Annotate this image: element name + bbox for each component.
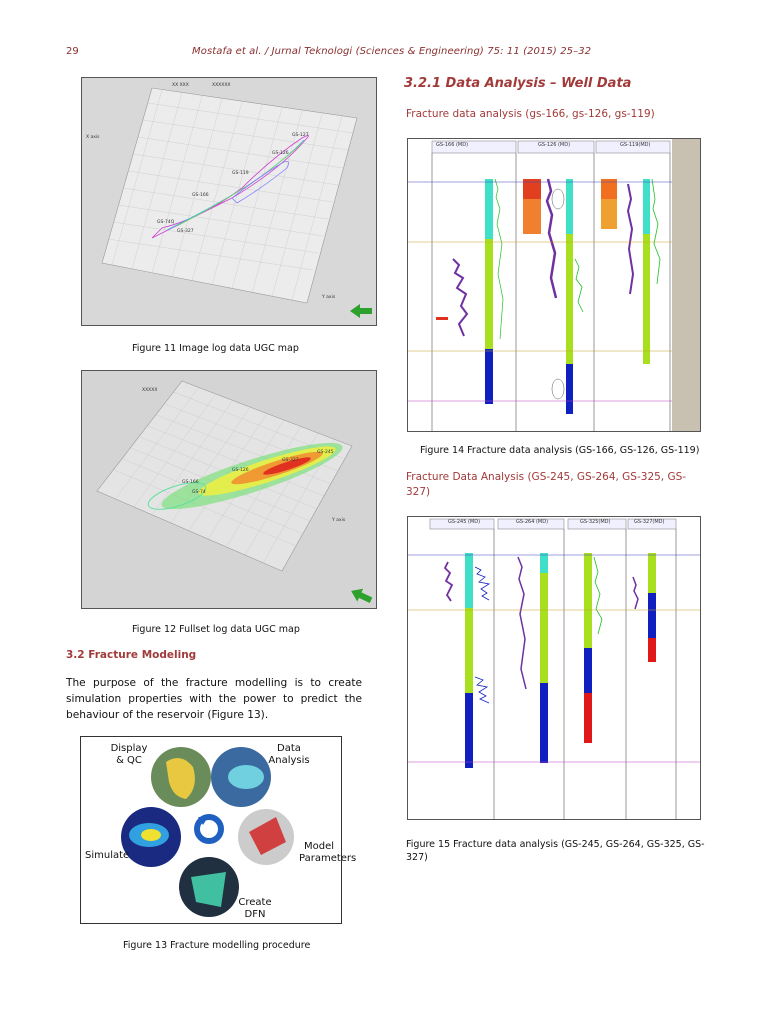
svg-text:XXXXX: XXXXX bbox=[142, 388, 158, 393]
figure-11-image bbox=[81, 77, 377, 326]
fig15-well-label-1: GS-245 (MD) bbox=[448, 519, 481, 525]
fig15-well-label-4: GS-327(MD) bbox=[634, 519, 665, 525]
fig14-well-label-1: GS-166 (MD) bbox=[436, 142, 469, 148]
svg-text:GS-166: GS-166 bbox=[192, 193, 209, 198]
section-3-2-paragraph: The purpose of the fracture modelling is to create simulation properties with the power to predict the behaviour of the reservoir (Figure 13). bbox=[66, 677, 362, 721]
svg-text:X axis: X axis bbox=[86, 135, 100, 140]
figure-14-caption: Figure 14 Fracture data analysis (GS-166, GS-126, GS-119) bbox=[420, 445, 700, 456]
svg-text:GS-327: GS-327 bbox=[282, 458, 299, 463]
svg-text:GS-245: GS-245 bbox=[317, 450, 334, 455]
fig14-well-label-3: GS-119(MD) bbox=[620, 142, 651, 148]
fig13-step-model-parameters: Model Parameters bbox=[299, 841, 357, 864]
figure-14-image bbox=[407, 138, 701, 432]
svg-text:GS-74Q: GS-74Q bbox=[157, 220, 175, 225]
fig13-step-create-dfn: Create DFN bbox=[238, 897, 272, 920]
figure-15-image bbox=[407, 516, 701, 820]
svg-text:XX XXX: XX XXX bbox=[172, 83, 189, 88]
svg-text:GS-119: GS-119 bbox=[232, 171, 249, 176]
svg-text:GS-127: GS-127 bbox=[292, 133, 309, 138]
page-number: 29 bbox=[66, 46, 79, 57]
fig15-well-label-3: GS-325(MD) bbox=[580, 519, 611, 525]
fig13-step-simulate: Simulate bbox=[85, 850, 130, 861]
fig15-well-label-2: GS-264 (MD) bbox=[516, 519, 549, 525]
figure-11-caption: Figure 11 Image log data UGC map bbox=[132, 343, 299, 354]
figure-12-caption: Figure 12 Fullset log data UGC map bbox=[132, 624, 300, 635]
section-3-2-1-heading: 3.2.1 Data Analysis – Well Data bbox=[404, 76, 632, 91]
svg-text:GS-327: GS-327 bbox=[177, 229, 194, 234]
fig13-step-data-analysis: Data Analysis bbox=[268, 743, 310, 766]
figure-13-image bbox=[80, 736, 357, 924]
svg-text:Y axis: Y axis bbox=[322, 295, 336, 300]
svg-text:GS-166: GS-166 bbox=[182, 480, 199, 485]
svg-text:GS-126: GS-126 bbox=[272, 151, 289, 156]
running-title: Mostafa et al. / Jurnal Teknologi (Sciences & Engineering) 75: 11 (2015) 25–32 bbox=[192, 46, 592, 57]
fracture-analysis-subheading-2: Fracture Data Analysis (GS-245, GS-264, GS-325, GS-327) bbox=[406, 471, 687, 498]
svg-text:GS-126: GS-126 bbox=[232, 468, 249, 473]
fig14-well-label-2: GS-126 (MD) bbox=[538, 142, 571, 148]
fig13-step-display-qc: Display & QC bbox=[110, 743, 148, 766]
figure-13-caption: Figure 13 Fracture modelling procedure bbox=[123, 940, 311, 951]
fracture-analysis-subheading-1: Fracture data analysis (gs-166, gs-126, gs-119) bbox=[406, 108, 655, 120]
svg-text:GS-74: GS-74 bbox=[192, 490, 206, 495]
svg-text:Y axis: Y axis bbox=[332, 518, 346, 523]
section-3-2-heading: 3.2 Fracture Modeling bbox=[66, 649, 197, 661]
figure-12-image bbox=[81, 370, 377, 609]
svg-text:XXXXXX: XXXXXX bbox=[212, 83, 231, 88]
figure-15-caption: Figure 15 Fracture data analysis (GS-245, GS-264, GS-325, GS-327) bbox=[406, 839, 705, 863]
